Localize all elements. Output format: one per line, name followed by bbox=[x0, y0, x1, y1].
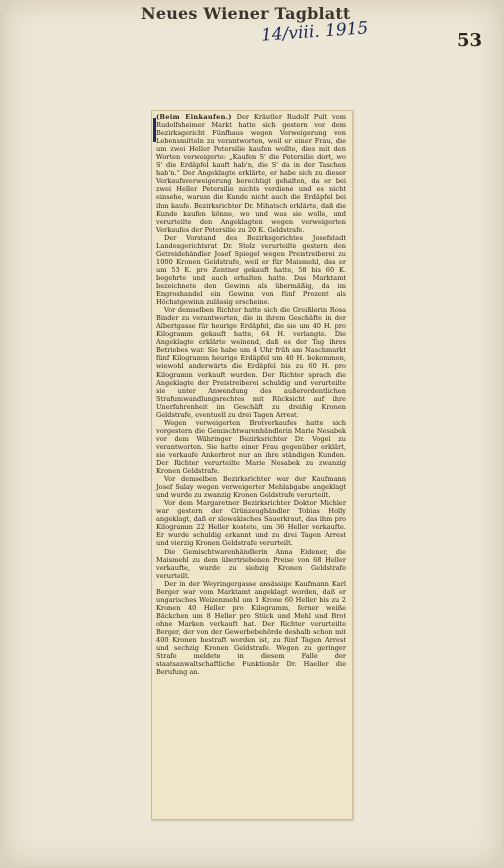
handwritten-date: 14/viii. 1915 bbox=[260, 18, 369, 46]
article-paragraph bbox=[156, 113, 346, 234]
article-paragraph: Vor dem Margaretner Bezirksrichter Doktor Michler war gestern der Grünzeughändler Tobias Holly angeklagt, daß er slowakisches Sauerkraut, das ihm pro Kilogramm 22 Heller kostete, um 36 Heller verkaufte. Er wurde schuldig erkannt und zu drei Tagen Arrest und vierzig Kronen Geldstrafe verurteilt. bbox=[156, 499, 346, 548]
article-paragraph: Der Vorstand des Bezirksgerichtes Josefstadt Landesgerichtsrat Dr. Stolz verurteilte gestern den Getreidehändler Josef Spiegel wegen Preistreiberei zu 1000 Kronen Geldstrafe, weil er für Maismehl, das er um 53 K. pro Zentner gekauft hatte, 58 bis 60 K. begehrte und auch erhalten hatte. Das Marktamt bezeichnete den Gewinn als übermäßig, da im Engroshandel ein Gewinn von fünf Prozent als Höchstgewinn zulässig erscheine. bbox=[156, 233, 346, 307]
article-body bbox=[156, 113, 346, 676]
archive-sheet bbox=[3, 0, 502, 866]
newspaper-masthead: Neues Wiener Tagblatt bbox=[141, 4, 351, 23]
article-paragraph: Der in der Weyringergasse ansässige Kaufmann Karl Berger war vom Marktamt angeklagt worden, daß er ungarisches Weizenmehl um 1 Krone 60 Heller bis zu 2 Kronen 40 Heller pro Kilogramm, ferner weiße Bäckchen um 8 Heller pro Stück und Mehl und Brot ohne Marken verkauft hat. Der Richter verurteilte Berger, der von der Gewerbebehörde deshalb schon mit 400 Kronen bestraft worden ist, zu fünf Tagen Arrest und sechzig Kronen Geldstrafe. Wegen zu geringer Strafe meldete in diesem Falle der staatsanwaltschaftliche Funktionär Dr. Haeller die Berufung an. bbox=[156, 579, 346, 677]
blue-pencil-mark bbox=[153, 118, 156, 142]
newspaper-clipping bbox=[151, 110, 353, 820]
paragraph-text: Der Kräutler Rudolf Pult vom Rudolfsheimer Markt hatte sich gestern vor dem Bezirksgericht Fünfhaus wegen Verweigerung von Lebensmitteln zu verantworten, weil er einer Frau, die um zwei Heller Petersilie kaufen wollte, dies mit den Worten verweigerte: „Kaufen S' die Petersilie dort, wo S' die Erdäpfel kauft hab'n, die S' da in der Taschen hab'n.“ Der Angeklagte erklärte, er habe sich zu dieser Verkaufsverweigerung berechtigt gehalten, da er bei zwei Heller Petersilie nichts verdiene und es nicht einsehe, warum die Kunde nicht auch die Erdäpfel bei ihm kaufe. Bezirksrichter Dr. Mihatsch erklärte, daß die Kunde kaufen könne, wo und was sie wolle, und verurteilte den Angeklagten wegen verweigerten Verkaufes der Petersilie zu 20 K. Geldstrafe. bbox=[156, 113, 346, 234]
article-paragraph: Die Gemischtwarenhändlerin Anna Eidener, die Maismehl zu dem übertriebenen Preise von 68 Heller verkaufte, wurde zu siebzig Kronen Geldstrafe verurteilt. bbox=[156, 547, 346, 580]
article-paragraph: Vor demselben Bezirksrichter war der Kaufmann Josef Salay wegen verweigerter Mehlabgabe angeklagt und wurde zu zwanzig Kronen Geldstrafe verurteilt. bbox=[156, 475, 346, 500]
article-paragraph: Vor demselben Richter hatte sich die Greißlerin Rosa Binder zu verantworten, die in ihrem Geschäfte in der Albertgasse für heurige Erdäpfel, die sie um 40 H. pro Kilogramm gekauft hatte, 64 H. verlangte. Die Angeklagte erklärte weinend, daß es der Tag ihres Betriebes war. Sie habe um 4 Uhr früh am Naschmarkt fünf Kilogramm heurige Erdäpfel um 40 H. bekommen, wiewohl anderwärts die Erdäpfel bis zu 60 H. pro Kilogramm verkauft wurden. Der Richter sprach die Angeklagte der Preistreiberei schuldig und verurteilte sie unter Anwendung des außerordentlichen Strafumwandlungsrechtes mit Rücksicht auf ihre Unerfahrenheit im Geschäft zu dreißig Kronen Geldstrafe, eventuell zu drei Tagen Arrest. bbox=[156, 306, 346, 419]
article-paragraph: Wegen verweigerten Brotverkaufes hatte sich vorgestern die Gemischtwarenhändlerin Marie Nesabek vor dem Währinger Bezirksrichter Dr. Vogel zu verantworten. Sie hatte einer Frau gegenüber erklärt, sie verkaufe Ankerbrot nur an ihre ständigen Kunden. Der Richter verurteilte Marie Nesabek zu zwanzig Kronen Geldstrafe. bbox=[156, 418, 346, 476]
article-heading: (Beim Einkaufen.) bbox=[156, 113, 232, 121]
page-number: 53 bbox=[457, 30, 483, 51]
